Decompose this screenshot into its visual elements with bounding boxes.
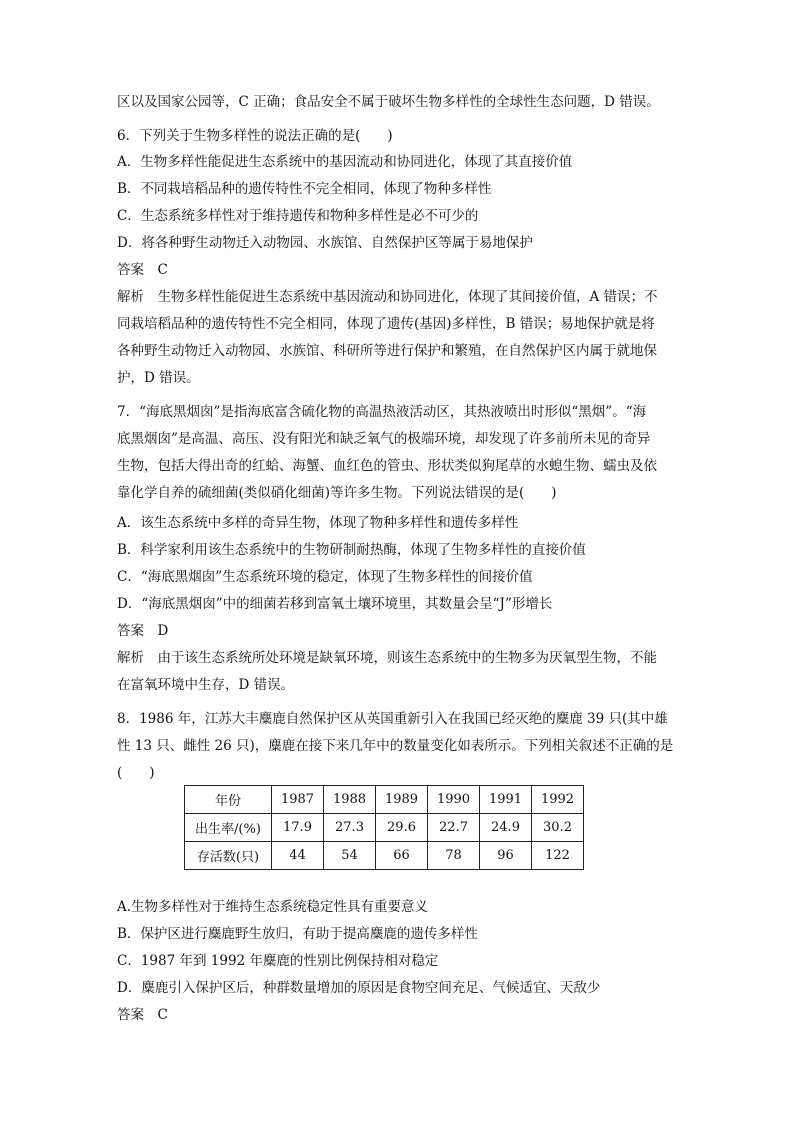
- table-year: 1991: [480, 786, 532, 814]
- question-6-stem: 6．下列关于生物多样性的说法正确的是( ): [117, 128, 393, 144]
- question-8-option-b: B．保护区进行麋鹿野生放归，有助于提高麋鹿的遗传多样性: [117, 926, 478, 942]
- question-6-option-a: A．生物多样性能促进生态系统中的基因流动和协同进化，体现了其直接价值: [117, 154, 573, 170]
- question-6-option-c: C．生态系统多样性对于维持遗传和物种多样性是必不可少的: [117, 208, 479, 224]
- question-7-option-b: B．科学家利用该生态系统中的生物研制耐热酶，体现了生物多样性的直接价值: [117, 542, 586, 558]
- question-8-option-c: C．1987 年到 1992 年麋鹿的性别比例保持相对稳定: [117, 953, 439, 969]
- question-7-stem: 7．“海底黑烟囱”是指海底富含硫化物的高温热液活动区，其热液喷出时形似“黑烟”。“海: [117, 404, 647, 420]
- table-cell: 22.7: [428, 814, 480, 842]
- table-row-label: 出生率/(%): [185, 814, 272, 842]
- question-7-stem: 靠化学自养的硫细菌(类似硝化细菌)等许多生物。下列说法错误的是( ): [117, 485, 557, 501]
- table-row: [185, 814, 584, 842]
- table-cell: 54: [324, 842, 376, 870]
- table-cell: 66: [376, 842, 428, 870]
- question-7-answer: 答案 D: [117, 623, 169, 639]
- table-row: [185, 842, 584, 870]
- question-6-option-b: B．不同栽培稻品种的遗传特性不完全相同，体现了物种多样性: [117, 181, 492, 197]
- question-7-option-d: D．“海底黑烟囱”中的细菌若移到富氧土壤环境里，其数量会呈“J”形增长: [117, 596, 553, 612]
- question-8-answer: 答案 C: [117, 1007, 168, 1023]
- question-8-stem: 性 13 只、雌性 26 只)，麋鹿在接下来几年中的数量变化如表所示。下列相关叙述不正确的是: [117, 738, 674, 754]
- table-cell: 29.6: [376, 814, 428, 842]
- question-7-option-a: A．该生态系统中多样的奇异生物，体现了物种多样性和遗传多样性: [117, 515, 519, 531]
- question-6-analysis: 解析 生物多样性能促进生态系统中基因流动和协同进化，体现了其间接价值，A 错误；不: [117, 289, 658, 305]
- deer-population-table: [184, 785, 584, 870]
- table-year: 1990: [428, 786, 480, 814]
- table-header-row: [185, 786, 584, 814]
- question-8-stem: 8．1986 年，江苏大丰麋鹿自然保护区从英国重新引入在我国已经灭绝的麋鹿 39 只(其中雄: [117, 711, 668, 727]
- question-7-stem: 生物，包括大得出奇的红蛤、海蟹、血红色的管虫、形状类似狗尾草的水螅生物、蠕虫及依: [117, 458, 657, 474]
- question-8-option-d: D．麋鹿引入保护区后，种群数量增加的原因是食物空间充足、气候适宜、天敌少: [117, 980, 601, 996]
- table-cell: 24.9: [480, 814, 532, 842]
- text-line: 区以及国家公园等，C 正确；食品安全不属于破坏生物多样性的全球性生态问题，D 错误。: [117, 94, 660, 110]
- table-row-label: 存活数(只): [185, 842, 272, 870]
- table-year: 1989: [376, 786, 428, 814]
- table-cell: 78: [428, 842, 480, 870]
- table-cell: 30.2: [532, 814, 584, 842]
- question-8-option-a: A.生物多样性对于维持生态系统稳定性具有重要意义: [117, 899, 429, 915]
- question-6-answer: 答案 C: [117, 262, 168, 278]
- question-8-stem: ( ): [117, 765, 155, 781]
- table-year: 1992: [532, 786, 584, 814]
- table-cell: 27.3: [324, 814, 376, 842]
- question-7-option-c: C．“海底黑烟囱”生态系统环境的稳定，体现了生物多样性的间接价值: [117, 569, 533, 585]
- question-7-stem: 底黑烟囱”是高温、高压、没有阳光和缺乏氧气的极端环境，却发现了许多前所未见的奇异: [117, 431, 651, 447]
- question-6-analysis: 各种野生动物迁入动物园、水族馆、科研所等进行保护和繁殖，在自然保护区内属于就地保: [117, 343, 657, 359]
- table-year: 1988: [324, 786, 376, 814]
- question-6-analysis: 护，D 错误。: [117, 370, 200, 386]
- question-6-analysis: 同栽培稻品种的遗传特性不完全相同，体现了遗传(基因)多样性，B 错误；易地保护就是将: [117, 316, 655, 332]
- question-7-analysis: 解析 由于该生态系统所处环境是缺氧环境，则该生态系统中的生物多为厌氧型生物，不能: [117, 650, 657, 666]
- table-year: 1987: [272, 786, 324, 814]
- question-6-option-d: D．将各种野生动物迁入动物园、水族馆、自然保护区等属于易地保护: [117, 235, 533, 251]
- question-7-analysis: 在富氧环境中生存，D 错误。: [117, 677, 295, 693]
- table-header-label: 年份: [185, 786, 272, 814]
- table-cell: 17.9: [272, 814, 324, 842]
- table-cell: 96: [480, 842, 532, 870]
- table-cell: 122: [532, 842, 584, 870]
- table-cell: 44: [272, 842, 324, 870]
